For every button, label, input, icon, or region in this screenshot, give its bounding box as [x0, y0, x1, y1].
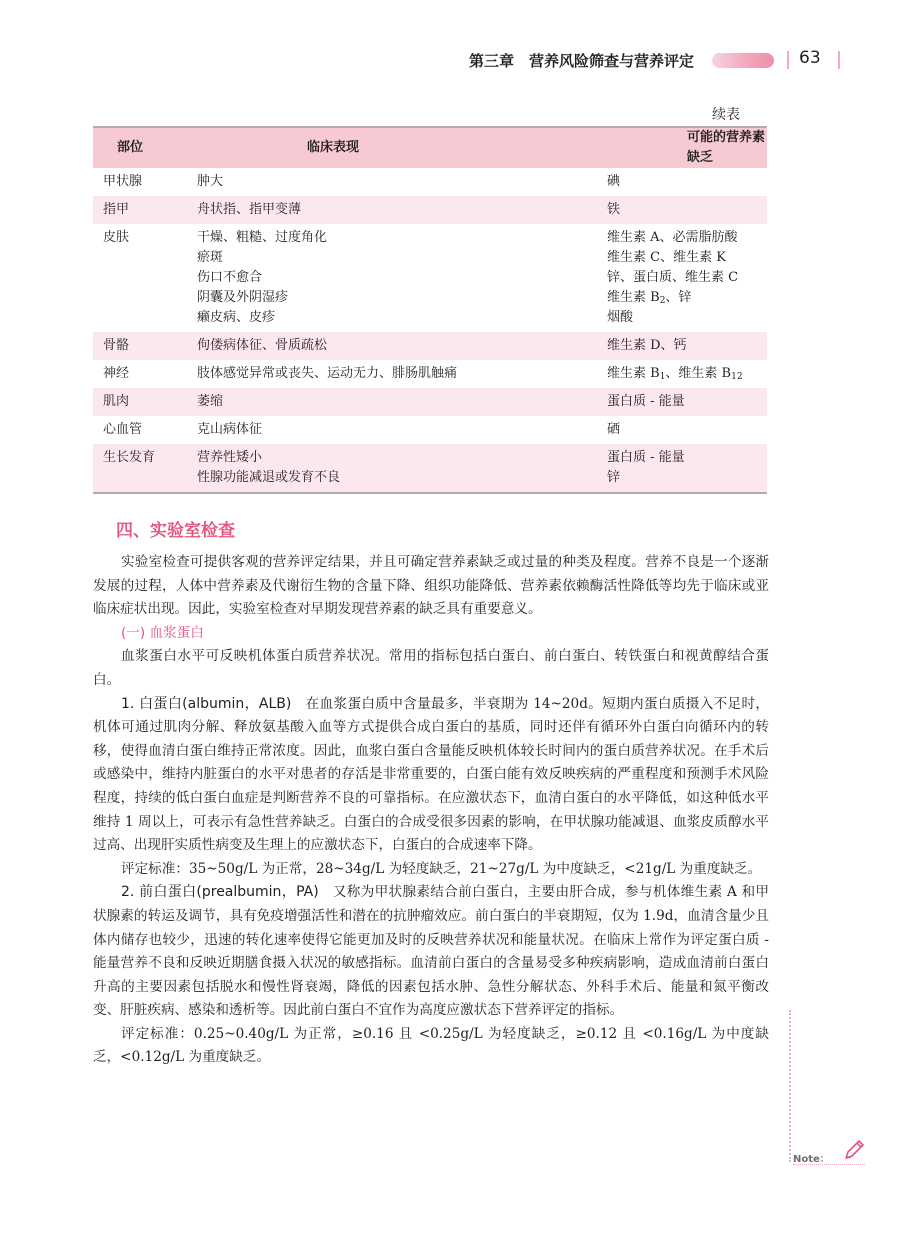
table-row [93, 416, 767, 444]
prealbumin-criteria: 评定标准：0.25~0.40g/L 为正常，≥0.16 且 <0.25g/L 为轻度缺乏，≥0.12 且 <0.16g/L 为中度缺乏，<0.12g/L 为重度缺乏。 [93, 1025, 769, 1066]
note-underline [793, 1164, 865, 1165]
cell-signs: 克山病体征 [197, 422, 263, 437]
chapter-title: 第三章 营养风险筛查与营养评定 [468, 52, 694, 70]
cell-part: 神经 [103, 366, 130, 381]
section-title: 四、实验室检查 [116, 521, 235, 541]
cell-signs: 营养性矮小 性腺功能减退或发育不良 [197, 444, 607, 493]
running-header [0, 48, 900, 74]
cell-deficiency: 硒 [607, 422, 621, 437]
cell-part: 指甲 [93, 196, 197, 224]
pen-icon [842, 1138, 866, 1162]
cell-part: 骨骼 [93, 332, 197, 360]
cell-part: 心血管 [103, 422, 143, 437]
cell-signs: 萎缩 [197, 388, 607, 416]
deficiency-b1-b12: 维生素 $B_1$、维生素 $B_{12}$ [607, 366, 743, 382]
deficiency-b2-zinc: 维生素 $B_2$、锌 [607, 290, 692, 306]
cell-part: 皮肤 [103, 230, 130, 245]
cell-signs: 干燥、粗糙、过度角化 瘀斑 伤口不愈合 阴囊及外阴湿疹 癞皮病、皮疹 [197, 230, 328, 325]
cell-deficiency: 蛋白质 - 能量 锌 [607, 444, 767, 493]
cell-part: 肌肉 [93, 388, 197, 416]
table-header-row [93, 127, 767, 168]
table-row [93, 224, 767, 332]
cell-deficiency: 维生素 D、钙 [607, 332, 767, 360]
subsection-title: (一) 血浆蛋白 [121, 624, 204, 641]
albumin-criteria: 评定标准：35~50g/L 为正常，28~34g/L 为轻度缺乏，21~27g/L 为中度缺乏，<21g/L 为重度缺乏。 [121, 860, 762, 877]
table-row [93, 388, 767, 416]
note-label: Note： [793, 1154, 830, 1165]
page-number: 63 [799, 48, 821, 68]
cell-signs: 佝偻病体征、骨质疏松 [197, 332, 607, 360]
cell-signs: 肢体感觉异常或丧失、运动无力、腓肠肌触痛 [197, 366, 458, 381]
column-header-part: 部位 [93, 127, 197, 168]
cell-deficiency: 碘 [607, 174, 621, 189]
prealbumin-paragraph: 2. 前白蛋白(prealbumin，PA) 又称为甲状腺素结合前白蛋白，主要由肝合成，参与机体维生素 A 和甲状腺素的转运及调节，具有免疫增强活性和潜在的抗肿瘤效应。前白蛋白的半衰期短，仅为 1.9d，血清含量少且体内储存也较少，迅速的转化速率使得它能更加及时的反映营养状况和能量状况。在临床上常作为评定蛋白质 - 能量营养不良和反映近期膳食摄入状况的敏感指标。血清前白蛋白的含量易受多种疾病影响，造成血清前白蛋白升高的主要因素包括脱水和慢性肾衰竭，降低的因素包括水肿、急性分解状态、外科手术后、能量和氮平衡改变、肝脏疾病、感染和透析等。因此前白蛋白不宜作为高度应激状态下营养评定的指标。 [93, 884, 769, 1019]
cell-deficiency: 铁 [607, 196, 767, 224]
table-row [93, 196, 767, 224]
albumin-title: 1. 白蛋白(albumin，ALB) [121, 695, 292, 712]
section-intro: 实验室检查可提供客观的营养评定结果，并且可确定营养素缺乏或过量的种类及程度。营养不良是一个逐渐发展的过程，人体中营养素及代谢衍生物的含量下降、组织功能降低、营养素依赖酶活性降低等均先于临床或亚临床症状出现。因此，实验室检查对早期发现营养素的缺乏具有重要意义。 [93, 554, 769, 618]
nutrition-signs-table [93, 126, 767, 494]
continued-label: 续表 [712, 107, 740, 123]
cell-signs: 肿大 [197, 174, 224, 189]
header-decor-bar [712, 53, 774, 68]
note-margin-dots [789, 1010, 793, 1162]
column-header-signs: 临床表现 [197, 127, 607, 168]
prealbumin-title: 2. 前白蛋白(prealbumin，PA) [121, 884, 319, 901]
header-divider-right [838, 51, 840, 69]
cell-deficiency [607, 360, 767, 388]
table-row [93, 168, 767, 196]
header-divider [787, 51, 789, 69]
albumin-paragraph: 1. 白蛋白(albumin，ALB) 在血浆蛋白质中含量最多，半衰期为 14~20d。短期内蛋白质摄入不足时，机体可通过肌肉分解、释放氨基酸入血等方式提供合成白蛋白的基质，同时还伴有循环外白蛋白向循环内的转移，使得血清白蛋白维持正常浓度。因此，血浆白蛋白含量能反映机体较长时间内的蛋白质营养状况。在手术后或感染中，维持内脏蛋白的水平对患者的存活是非常重要的，白蛋白能有效反映疾病的严重程度和预测手术风险程度，持续的低白蛋白血症是判断营养不良的可靠指标。在应激状态下，血清白蛋白的水平降低，如这种低水平维持 1 周以上，可表示有急性营养缺乏。白蛋白的合成受很多因素的影响，在甲状腺功能减退、血浆皮质醇水平过高、出现肝实质性病变及生理上的应激状态下，白蛋白的合成速率下降。 [93, 695, 770, 854]
table-row [93, 360, 767, 388]
cell-signs: 舟状指、指甲变薄 [197, 196, 607, 224]
cell-part: 甲状腺 [103, 174, 143, 189]
cell-deficiency: 维生素 A、必需脂肪酸 维生素 C、维生素 K 锌、蛋白质、维生素 C 维生素 $B_2$、锌 烟酸 [607, 224, 767, 332]
column-header-deficiency: 可能的营养素缺乏 [607, 127, 767, 168]
table-row [93, 332, 767, 360]
cell-part: 生长发育 [93, 444, 197, 493]
subsection-intro: 血浆蛋白水平可反映机体蛋白质营养状况。常用的指标包括白蛋白、前白蛋白、转铁蛋白和视黄醇结合蛋白。 [93, 648, 769, 688]
body-text [93, 551, 769, 1070]
cell-deficiency: 蛋白质 - 能量 [607, 388, 767, 416]
table-row [93, 444, 767, 493]
